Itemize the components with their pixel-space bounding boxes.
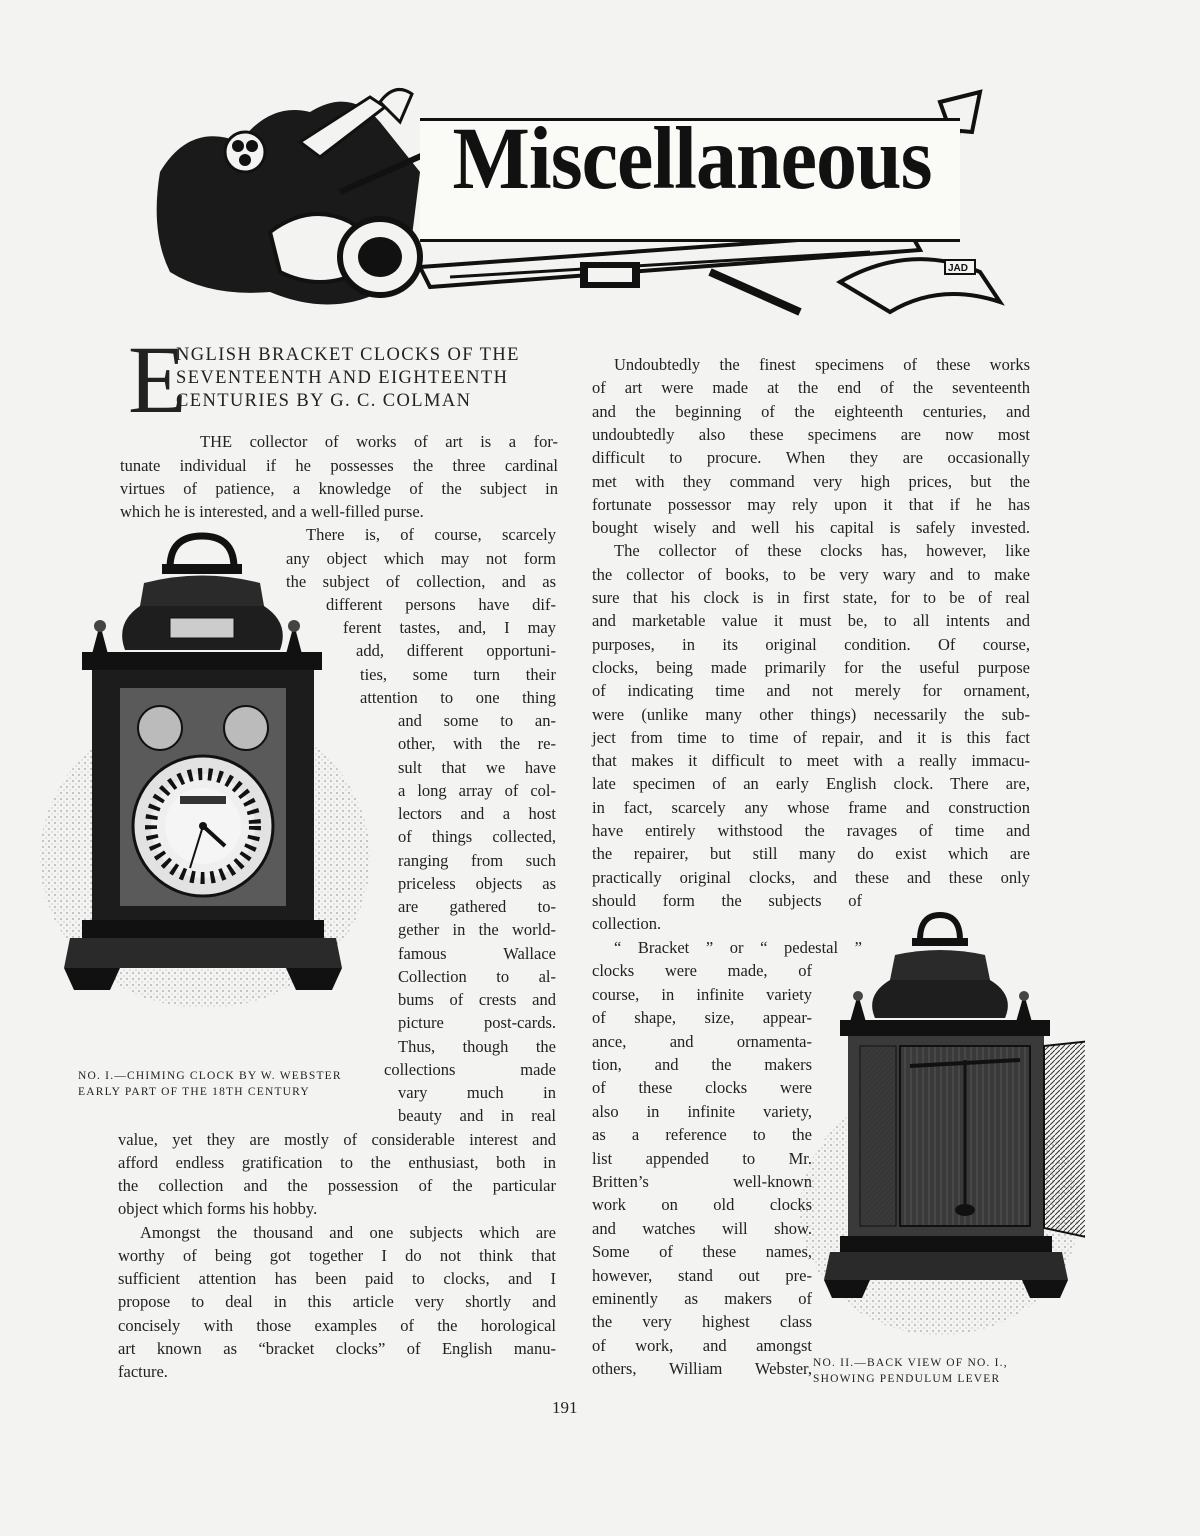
text-line: lectors and a host — [398, 804, 556, 823]
text-line: bums of crests and — [398, 990, 556, 1009]
text-line: ferent tastes, and, I may — [343, 618, 556, 637]
text-line: attention to one thing — [360, 688, 556, 707]
text-line: concisely with those examples of the horological — [118, 1316, 556, 1335]
text-line: value, yet they are mostly of considerable interest and — [118, 1130, 556, 1149]
text-line: of things collected, — [398, 827, 556, 846]
text-line: Thus, though the — [398, 1037, 556, 1056]
text-line: a long array of col- — [398, 781, 556, 800]
text-line: “ Bracket ” or “ pedestal ” — [614, 938, 862, 957]
title-line: NGLISH BRACKET CLOCKS OF THE — [176, 345, 520, 365]
text-line: tion, and the makers — [592, 1055, 812, 1074]
text-line: as a reference to the — [592, 1125, 812, 1145]
text-line: should form the subjects of — [592, 890, 862, 910]
text-line: ranging from such — [398, 851, 556, 870]
text-line: different persons have dif- — [326, 595, 556, 614]
text-line: art known as “bracket clocks” of English manu- — [118, 1339, 556, 1358]
text-line: in fact, scarcely any whose frame and construction — [592, 797, 1030, 817]
figure-caption: SHOWING PENDULUM LEVER — [813, 1373, 1001, 1385]
text-line: that makes it difficult to meet with a really immacu- — [592, 751, 1030, 771]
figure-caption: EARLY PART OF THE 18TH CENTURY — [78, 1086, 310, 1098]
text-line: of work, and amongst — [592, 1335, 812, 1355]
text-line: met with they command very high prices, but the — [592, 471, 1030, 491]
text-line: clocks, being made primarily for the useful purpose — [592, 657, 1030, 677]
text-line: sufficient attention has been paid to clocks, and I — [118, 1269, 556, 1288]
text-line: purposes, in its original condition. Of course, — [592, 634, 1030, 654]
text-line: of indicating time and not merely for ornament, — [592, 681, 1030, 701]
text-line: picture post-cards. — [398, 1013, 556, 1032]
text-line: and the beginning of the eighteenth centuries, and — [592, 401, 1030, 421]
text-line: gether in the world- — [398, 920, 556, 939]
text-line: eminently as makers of — [592, 1289, 812, 1308]
text-line: clocks were made, of — [592, 961, 812, 981]
text-line: course, in infinite variety — [592, 984, 812, 1004]
text-line: have entirely withstood the ravages of time and — [592, 821, 1030, 840]
text-line: are gathered to- — [398, 897, 556, 916]
text-line: famous Wallace — [398, 944, 556, 963]
text-line: The collector of these clocks has, however, like — [614, 541, 1030, 561]
clock-illustration-front — [30, 528, 375, 1028]
text-line: virtues of patience, a knowledge of the subject in — [120, 479, 558, 498]
text-line: and some to an- — [398, 711, 556, 730]
figure-caption: NO. II.—BACK VIEW OF NO. I., — [813, 1357, 1008, 1369]
text-line: any object which may not form — [286, 549, 556, 568]
text-line: tunate individual if he possesses the three cardinal — [120, 456, 558, 475]
text-line: collection. — [592, 914, 662, 934]
text-line: ties, some turn their — [360, 665, 556, 684]
text-line: of art were made at the end of the seventeenth — [592, 378, 1030, 398]
text-line: the collection and the possession of the particular — [118, 1176, 556, 1195]
text-line: priceless objects as — [398, 874, 556, 893]
text-line: late specimen of an early English clock. There are, — [592, 774, 1030, 794]
text-line: Some of these names, — [592, 1242, 812, 1262]
text-line: others, William Webster, — [592, 1359, 812, 1379]
text-line: ance, and ornamenta- — [592, 1031, 812, 1051]
text-line: the collector of books, to be very wary and to make — [592, 564, 1030, 584]
text-line: sure that his clock is in first state, for to be of real — [592, 588, 1030, 607]
text-line: other, with the re- — [398, 734, 556, 753]
text-line: bought wisely and well his capital is safely invested. — [592, 518, 1030, 538]
text-line: worthy of being got together I do not think that — [118, 1246, 556, 1265]
text-line: object which forms his hobby. — [118, 1199, 318, 1218]
text-line: afford endless gratification to the enthusiast, both in — [118, 1153, 556, 1172]
text-line: of shape, size, appear- — [592, 1008, 812, 1028]
text-line: Collection to al- — [398, 967, 556, 986]
text-line: the very highest class — [592, 1312, 812, 1332]
figure-caption: NO. I.—CHIMING CLOCK BY W. WEBSTER — [78, 1070, 342, 1082]
text-line: add, different opportuni- — [356, 641, 556, 660]
clock-illustration-back — [800, 910, 1085, 1340]
text-line: propose to deal in this article very shortly and — [118, 1292, 556, 1311]
text-line: were (unlike many other things) necessarily the sub- — [592, 704, 1030, 724]
text-line: collections made — [384, 1060, 556, 1079]
text-line: and marketable value it must be, to all intents and — [592, 611, 1030, 631]
text-line: list appended to Mr. — [592, 1148, 812, 1168]
text-line: difficult to procure. When they are occasionally — [592, 448, 1030, 468]
text-line: however, stand out pre- — [592, 1265, 812, 1285]
text-line: practically original clocks, and these and these only — [592, 867, 1030, 887]
artist-mark: JAD — [948, 263, 969, 274]
title-line: CENTURIES BY G. C. COLMAN — [176, 391, 472, 411]
text-line: There is, of course, scarcely — [306, 525, 556, 544]
text-line: Britten’s well-known — [592, 1172, 812, 1191]
text-line: Undoubtedly the finest specimens of these works — [614, 355, 1030, 374]
text-line: which he is interested, and a well-filled purse. — [120, 502, 424, 521]
drop-cap: E — [128, 326, 187, 433]
text-line: work on old clocks — [592, 1195, 812, 1215]
page-number: 191 — [552, 1398, 578, 1417]
text-line: the repairer, but still many do exist which are — [592, 844, 1030, 864]
text-line: undoubtedly also these specimens are now most — [592, 424, 1030, 444]
text-line: the subject of collection, and as — [286, 572, 556, 591]
text-line: THE collector of works of art is a for- — [200, 432, 558, 451]
text-line: ject from time to time of repair, and it is this fact — [592, 727, 1030, 747]
text-line: also in infinite variety, — [592, 1101, 812, 1121]
text-line: of these clocks were — [592, 1078, 812, 1098]
text-line: vary much in — [398, 1083, 556, 1102]
text-line: facture. — [118, 1362, 168, 1381]
masthead-title: Miscellaneous — [452, 109, 932, 208]
title-line: SEVENTEENTH AND EIGHTEENTH — [176, 368, 509, 388]
text-line: fortunate possessor may rely upon it that if he has — [592, 494, 1030, 514]
text-line: and watches will show. — [592, 1218, 812, 1238]
text-line: beauty and in real — [398, 1106, 556, 1125]
text-line: sult that we have — [398, 758, 556, 777]
text-line: Amongst the thousand and one subjects which are — [140, 1223, 556, 1242]
